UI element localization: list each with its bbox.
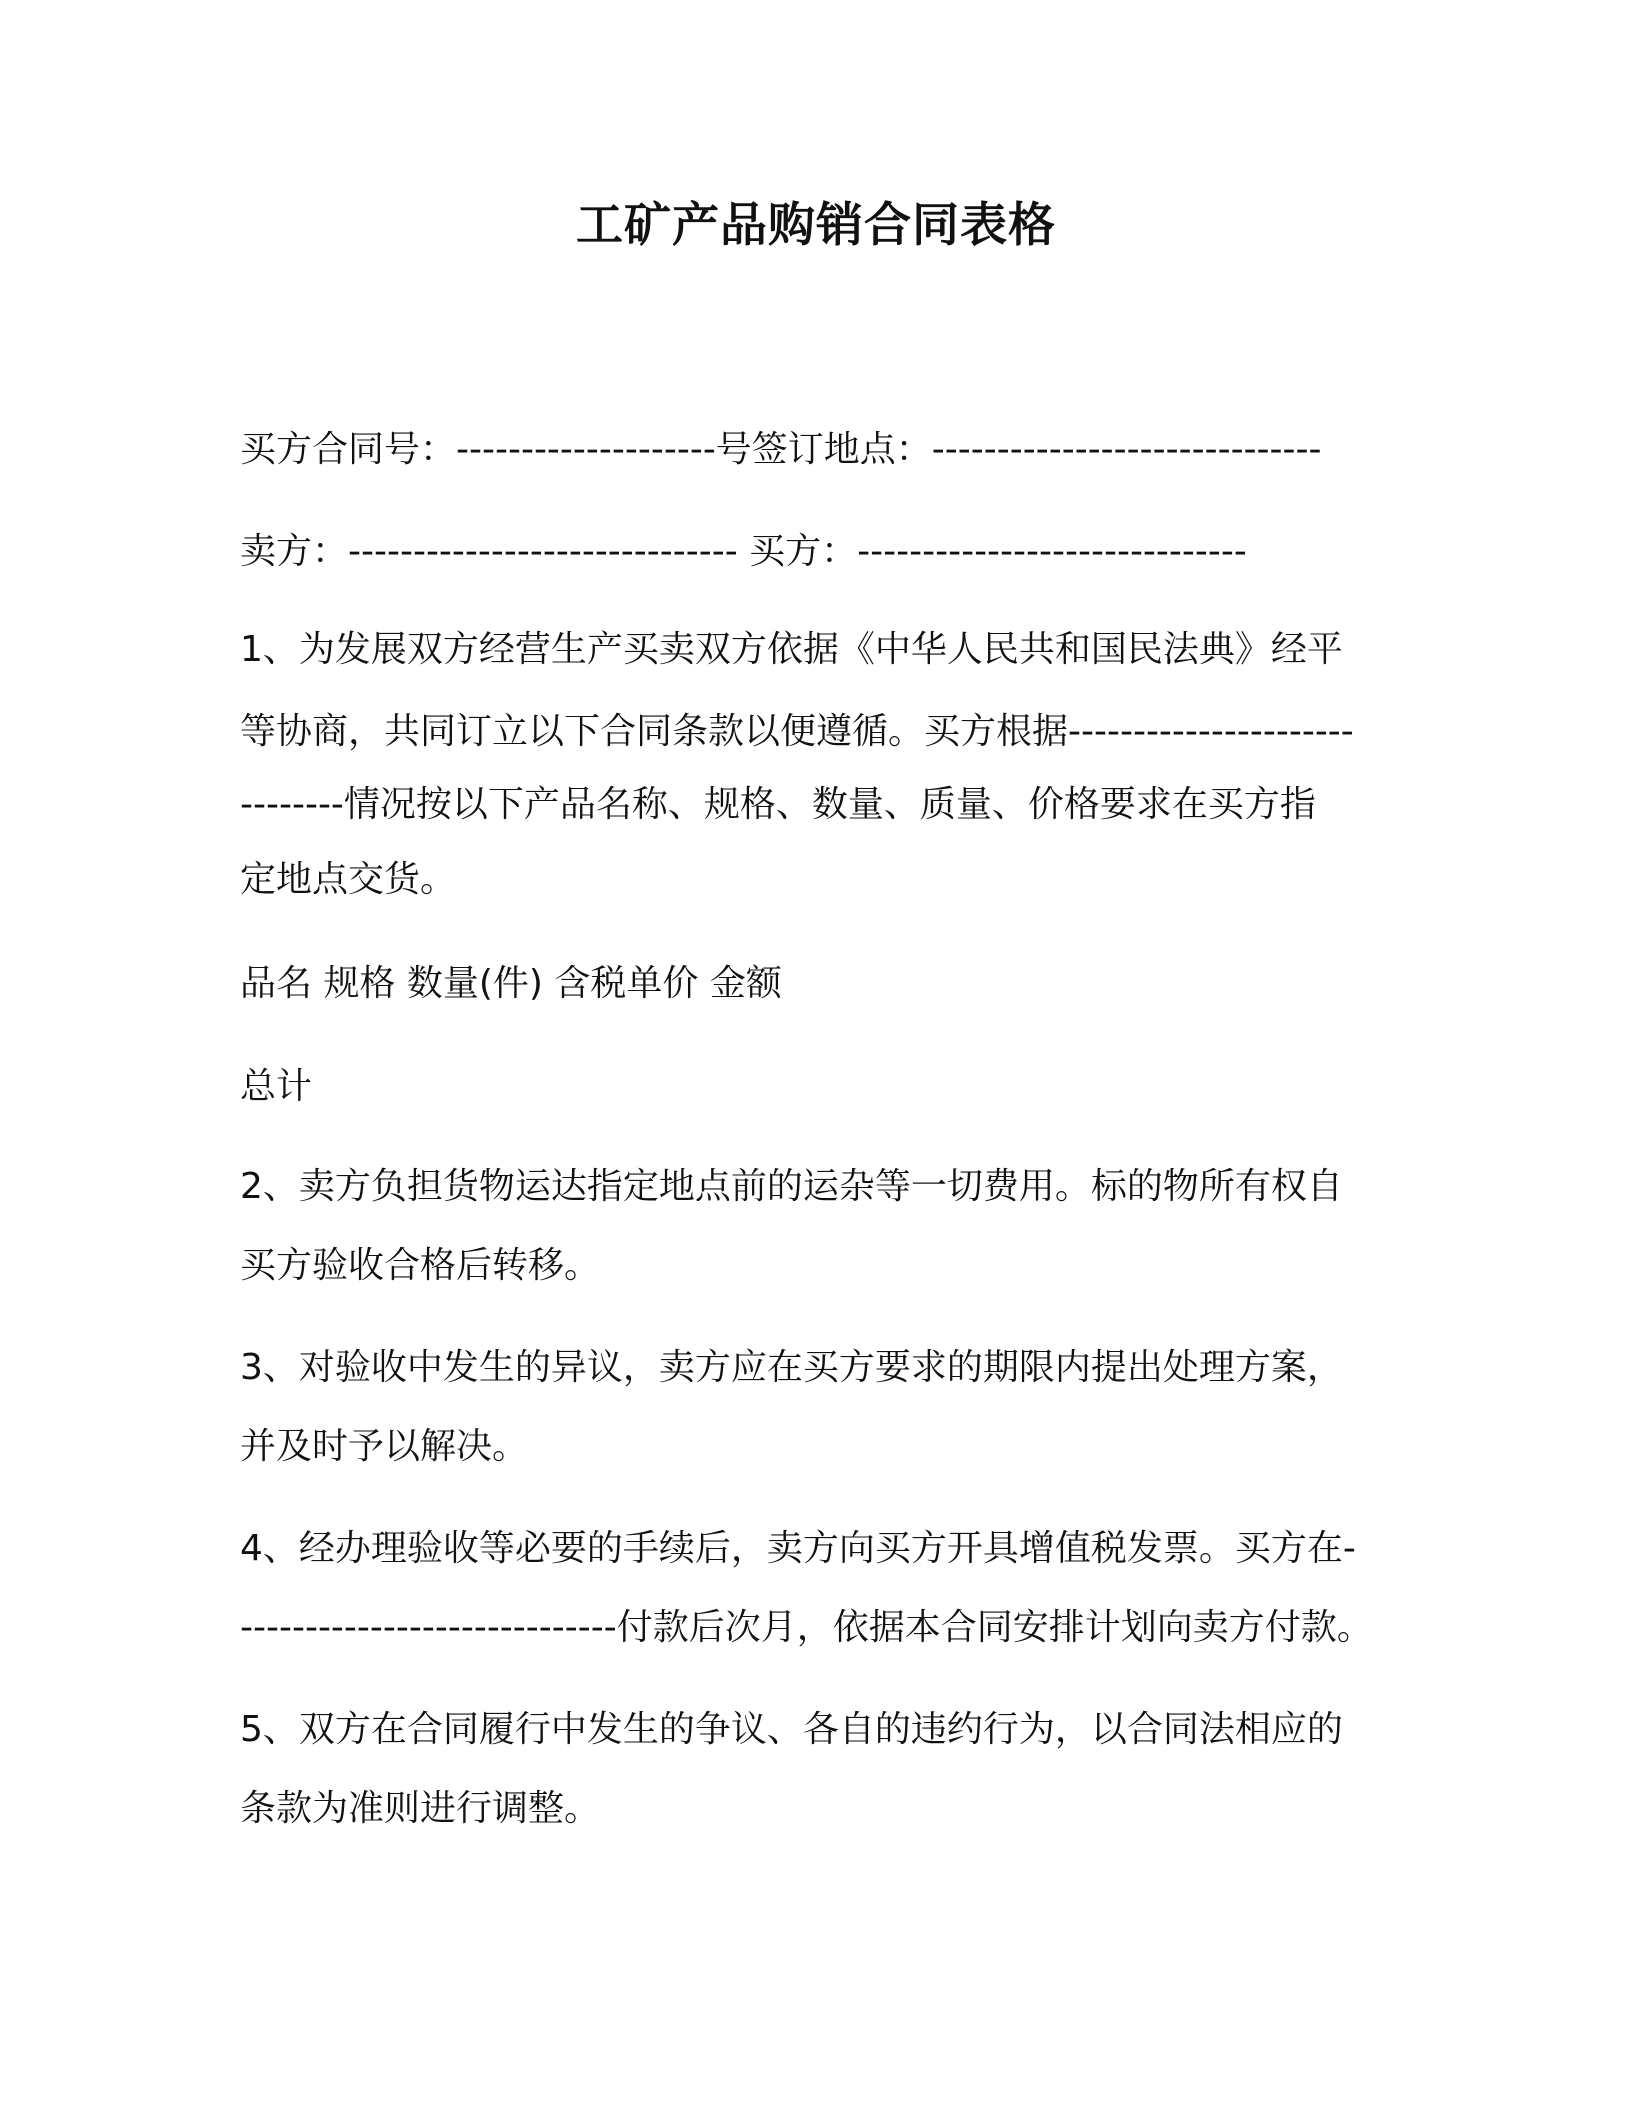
clause-2-line-2: 买方验收合格后转移。 — [240, 1245, 601, 1286]
product-table-header: 品名 规格 数量(件) 含税单价 金额 — [240, 963, 782, 1004]
clause-3-line-2: 并及时予以解决。 — [240, 1426, 529, 1467]
document-title: 工矿产品购销合同表格 — [576, 198, 1056, 253]
clause-4-line-2: -----------------------------付款后次月，依据本合同安排计划向卖方付款。 — [240, 1607, 1373, 1648]
clause-4-line-1: 4、经办理验收等必要的手续后，卖方向买方开具增值税发票。买方在- — [240, 1528, 1356, 1569]
clause-2-line-1: 2、卖方负担货物运达指定地点前的运杂等一切费用。标的物所有权自 — [240, 1166, 1343, 1207]
clause-1-line-4: 定地点交货。 — [240, 859, 457, 900]
clause-1-line-1: 1、为发展双方经营生产买卖双方依据《中华人民共和国民法典》经平 — [240, 629, 1343, 670]
clause-1-line-3: --------情况按以下产品名称、规格、数量、质量、价格要求在买方指 — [240, 784, 1316, 825]
contract-number-line: 买方合同号：--------------------号签订地点：------------------------------ — [240, 429, 1322, 470]
parties-line: 卖方：------------------------------ 买方：------------------------------ — [240, 531, 1247, 572]
clause-5-line-2: 条款为准则进行调整。 — [240, 1788, 601, 1829]
total-label: 总计 — [240, 1066, 313, 1107]
clause-5-line-1: 5、双方在合同履行中发生的争议、各自的违约行为，以合同法相应的 — [240, 1709, 1343, 1750]
clause-3-line-1: 3、对验收中发生的异议，卖方应在买方要求的期限内提出处理方案， — [240, 1347, 1343, 1388]
clause-1-line-2: 等协商，共同订立以下合同条款以便遵循。买方根据---------------------- — [240, 711, 1354, 752]
